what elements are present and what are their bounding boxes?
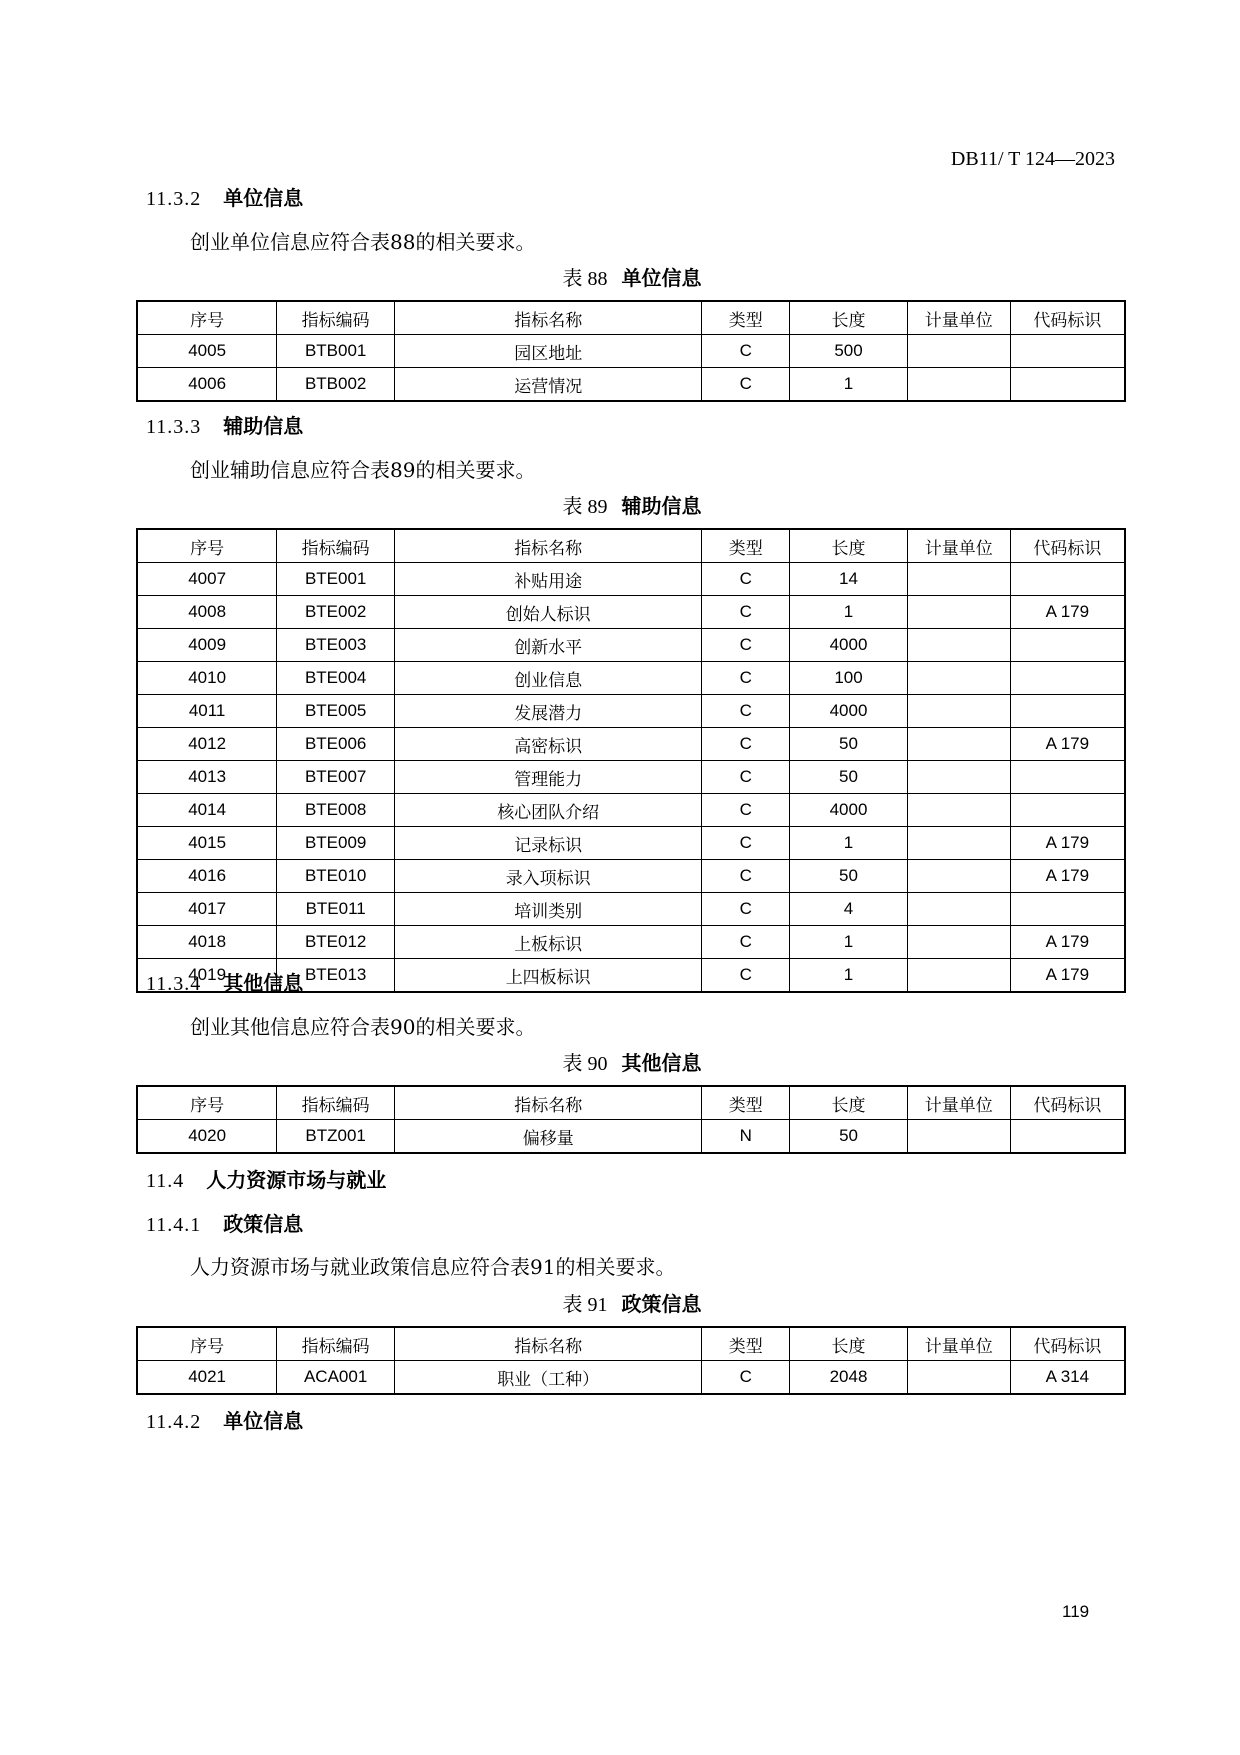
section-number: 11.3.3 bbox=[146, 416, 202, 438]
section-title: 人力资源市场与就业 bbox=[206, 1168, 387, 1192]
column-header-seq: 序号 bbox=[137, 1327, 277, 1361]
section-number: 11.3.2 bbox=[146, 188, 202, 210]
cell-type: C bbox=[702, 368, 790, 402]
cell-name: 录入项标识 bbox=[395, 860, 702, 893]
cell-code-id bbox=[1010, 335, 1125, 368]
cell-seq: 4009 bbox=[137, 629, 277, 662]
cell-code-id bbox=[1010, 761, 1125, 794]
column-header-seq: 序号 bbox=[137, 529, 277, 563]
cell-unit bbox=[907, 629, 1010, 662]
cell-name: 创始人标识 bbox=[395, 596, 702, 629]
cell-name: 运营情况 bbox=[395, 368, 702, 402]
cell-name: 上四板标识 bbox=[395, 959, 702, 993]
cell-code: BTE013 bbox=[277, 959, 395, 993]
table-header-row bbox=[137, 301, 1125, 335]
table-row bbox=[137, 893, 1125, 926]
cell-seq: 4008 bbox=[137, 596, 277, 629]
cell-unit bbox=[907, 1361, 1010, 1395]
cell-length: 4000 bbox=[790, 794, 908, 827]
table-caption-91: 表 91 政策信息 bbox=[562, 1292, 702, 1316]
cell-name: 培训类别 bbox=[395, 893, 702, 926]
cell-code: BTE004 bbox=[277, 662, 395, 695]
cell-seq: 4021 bbox=[137, 1361, 277, 1395]
cell-type: C bbox=[702, 761, 790, 794]
table-88 bbox=[136, 300, 1126, 402]
cell-code-id: A 179 bbox=[1010, 926, 1125, 959]
table-row bbox=[137, 1361, 1125, 1395]
cell-length: 4 bbox=[790, 893, 908, 926]
cell-code: BTE010 bbox=[277, 860, 395, 893]
table-header-row bbox=[137, 1327, 1125, 1361]
cell-name: 核心团队介绍 bbox=[395, 794, 702, 827]
table-row bbox=[137, 794, 1125, 827]
cell-code-id: A 179 bbox=[1010, 860, 1125, 893]
section-number: 11.4.2 bbox=[146, 1411, 202, 1433]
cell-code-id: A 179 bbox=[1010, 827, 1125, 860]
section-heading-11-3-4 bbox=[146, 967, 303, 996]
cell-length: 14 bbox=[790, 563, 908, 596]
cell-type: C bbox=[702, 728, 790, 761]
cell-unit bbox=[907, 827, 1010, 860]
cell-length: 4000 bbox=[790, 629, 908, 662]
section-title: 单位信息 bbox=[223, 1409, 304, 1433]
column-header-type: 类型 bbox=[702, 529, 790, 563]
column-header-length: 长度 bbox=[790, 1327, 908, 1361]
cell-code: BTE011 bbox=[277, 893, 395, 926]
cell-code: BTZ001 bbox=[277, 1120, 395, 1154]
cell-unit bbox=[907, 959, 1010, 993]
column-header-code: 指标编码 bbox=[277, 529, 395, 563]
cell-code-id bbox=[1010, 563, 1125, 596]
column-header-name: 指标名称 bbox=[395, 1327, 702, 1361]
table-header-row bbox=[137, 529, 1125, 563]
column-header-unit: 计量单位 bbox=[907, 301, 1010, 335]
cell-length: 1 bbox=[790, 827, 908, 860]
table-89 bbox=[136, 528, 1126, 993]
cell-type: C bbox=[702, 926, 790, 959]
paragraph-11-4-1: 人力资源市场与就业政策信息应符合表91的相关要求。 bbox=[190, 1255, 676, 1279]
cell-unit bbox=[907, 893, 1010, 926]
cell-seq: 4016 bbox=[137, 860, 277, 893]
cell-name: 记录标识 bbox=[395, 827, 702, 860]
table-caption-90: 表 90 其他信息 bbox=[562, 1051, 702, 1075]
section-number: 11.4.1 bbox=[146, 1214, 202, 1236]
cell-type: C bbox=[702, 596, 790, 629]
table-caption-89: 表 89 辅助信息 bbox=[562, 494, 702, 518]
cell-code-id: A 179 bbox=[1010, 596, 1125, 629]
column-header-type: 类型 bbox=[702, 1086, 790, 1120]
cell-code: ACA001 bbox=[277, 1361, 395, 1395]
cell-code-id bbox=[1010, 794, 1125, 827]
cell-seq: 4019 bbox=[137, 959, 277, 993]
table-header-row bbox=[137, 1086, 1125, 1120]
document-code: DB11/ T 124—2023 bbox=[950, 148, 1115, 170]
cell-code-id bbox=[1010, 629, 1125, 662]
cell-length: 500 bbox=[790, 335, 908, 368]
cell-code: BTE006 bbox=[277, 728, 395, 761]
cell-code-id bbox=[1010, 1120, 1125, 1154]
table-row bbox=[137, 368, 1125, 402]
cell-unit bbox=[907, 728, 1010, 761]
cell-name: 上板标识 bbox=[395, 926, 702, 959]
table-row bbox=[137, 926, 1125, 959]
cell-length: 1 bbox=[790, 959, 908, 993]
table-90 bbox=[136, 1085, 1126, 1154]
cell-unit bbox=[907, 563, 1010, 596]
table-row bbox=[137, 629, 1125, 662]
cell-name: 职业（工种） bbox=[395, 1361, 702, 1395]
cell-type: N bbox=[702, 1120, 790, 1154]
cell-code: BTE008 bbox=[277, 794, 395, 827]
table-row bbox=[137, 860, 1125, 893]
cell-code-id bbox=[1010, 662, 1125, 695]
column-header-code: 指标编码 bbox=[277, 1327, 395, 1361]
column-header-unit: 计量单位 bbox=[907, 1086, 1010, 1120]
cell-type: C bbox=[702, 695, 790, 728]
paragraph-11-3-2: 创业单位信息应符合表88的相关要求。 bbox=[190, 230, 536, 254]
column-header-name: 指标名称 bbox=[395, 529, 702, 563]
cell-name: 创新水平 bbox=[395, 629, 702, 662]
column-header-code-id: 代码标识 bbox=[1010, 1327, 1125, 1361]
table-row bbox=[137, 335, 1125, 368]
cell-length: 50 bbox=[790, 1120, 908, 1154]
cell-type: C bbox=[702, 959, 790, 993]
cell-code: BTE001 bbox=[277, 563, 395, 596]
column-header-seq: 序号 bbox=[137, 301, 277, 335]
cell-seq: 4007 bbox=[137, 563, 277, 596]
column-header-length: 长度 bbox=[790, 301, 908, 335]
section-title: 辅助信息 bbox=[223, 414, 304, 438]
table-row bbox=[137, 728, 1125, 761]
cell-name: 发展潜力 bbox=[395, 695, 702, 728]
cell-name: 高密标识 bbox=[395, 728, 702, 761]
cell-unit bbox=[907, 662, 1010, 695]
cell-length: 100 bbox=[790, 662, 908, 695]
column-header-code: 指标编码 bbox=[277, 1086, 395, 1120]
table-row bbox=[137, 662, 1125, 695]
cell-code-id: A 179 bbox=[1010, 959, 1125, 993]
cell-code-id: A 179 bbox=[1010, 728, 1125, 761]
column-header-length: 长度 bbox=[790, 1086, 908, 1120]
cell-seq: 4010 bbox=[137, 662, 277, 695]
cell-unit bbox=[907, 335, 1010, 368]
column-header-length: 长度 bbox=[790, 529, 908, 563]
cell-code: BTE009 bbox=[277, 827, 395, 860]
cell-code-id bbox=[1010, 368, 1125, 402]
cell-seq: 4020 bbox=[137, 1120, 277, 1154]
section-number: 11.4 bbox=[146, 1170, 185, 1192]
table-caption-88: 表 88 单位信息 bbox=[562, 266, 702, 290]
cell-length: 1 bbox=[790, 368, 908, 402]
cell-length: 50 bbox=[790, 728, 908, 761]
cell-seq: 4005 bbox=[137, 335, 277, 368]
cell-unit bbox=[907, 926, 1010, 959]
cell-unit bbox=[907, 368, 1010, 402]
column-header-unit: 计量单位 bbox=[907, 1327, 1010, 1361]
cell-length: 1 bbox=[790, 596, 908, 629]
cell-name: 园区地址 bbox=[395, 335, 702, 368]
table-row bbox=[137, 596, 1125, 629]
table-row bbox=[137, 563, 1125, 596]
cell-name: 创业信息 bbox=[395, 662, 702, 695]
cell-unit bbox=[907, 761, 1010, 794]
cell-seq: 4015 bbox=[137, 827, 277, 860]
cell-unit bbox=[907, 695, 1010, 728]
cell-type: C bbox=[702, 662, 790, 695]
cell-type: C bbox=[702, 827, 790, 860]
column-header-type: 类型 bbox=[702, 301, 790, 335]
cell-type: C bbox=[702, 860, 790, 893]
cell-code-id bbox=[1010, 893, 1125, 926]
cell-type: C bbox=[702, 629, 790, 662]
cell-name: 补贴用途 bbox=[395, 563, 702, 596]
cell-seq: 4011 bbox=[137, 695, 277, 728]
column-header-type: 类型 bbox=[702, 1327, 790, 1361]
cell-code: BTE007 bbox=[277, 761, 395, 794]
cell-type: C bbox=[702, 335, 790, 368]
cell-code: BTE012 bbox=[277, 926, 395, 959]
cell-type: C bbox=[702, 893, 790, 926]
cell-unit bbox=[907, 1120, 1010, 1154]
section-title: 其他信息 bbox=[223, 971, 304, 995]
page-number: 119 bbox=[1062, 1602, 1090, 1621]
table-row bbox=[137, 761, 1125, 794]
table-row bbox=[137, 827, 1125, 860]
table-row bbox=[137, 695, 1125, 728]
cell-seq: 4013 bbox=[137, 761, 277, 794]
column-header-name: 指标名称 bbox=[395, 301, 702, 335]
cell-code-id bbox=[1010, 695, 1125, 728]
column-header-code: 指标编码 bbox=[277, 301, 395, 335]
cell-seq: 4018 bbox=[137, 926, 277, 959]
section-title: 政策信息 bbox=[223, 1212, 304, 1236]
cell-unit bbox=[907, 596, 1010, 629]
paragraph-11-3-3: 创业辅助信息应符合表89的相关要求。 bbox=[190, 458, 536, 482]
column-header-unit: 计量单位 bbox=[907, 529, 1010, 563]
column-header-code-id: 代码标识 bbox=[1010, 1086, 1125, 1120]
cell-seq: 4006 bbox=[137, 368, 277, 402]
cell-code: BTE002 bbox=[277, 596, 395, 629]
cell-code: BTB002 bbox=[277, 368, 395, 402]
cell-seq: 4014 bbox=[137, 794, 277, 827]
cell-code: BTE003 bbox=[277, 629, 395, 662]
cell-name: 管理能力 bbox=[395, 761, 702, 794]
section-heading-11-3-2 bbox=[146, 182, 303, 211]
cell-unit bbox=[907, 794, 1010, 827]
section-number: 11.3.4 bbox=[146, 973, 202, 995]
section-title: 单位信息 bbox=[223, 186, 304, 210]
cell-seq: 4017 bbox=[137, 893, 277, 926]
cell-length: 50 bbox=[790, 761, 908, 794]
section-heading-11-4 bbox=[146, 1164, 386, 1193]
cell-type: C bbox=[702, 1361, 790, 1395]
section-heading-11-3-3 bbox=[146, 410, 303, 439]
column-header-code-id: 代码标识 bbox=[1010, 529, 1125, 563]
cell-unit bbox=[907, 860, 1010, 893]
column-header-seq: 序号 bbox=[137, 1086, 277, 1120]
section-heading-11-4-1 bbox=[146, 1208, 303, 1237]
cell-code: BTE005 bbox=[277, 695, 395, 728]
cell-length: 4000 bbox=[790, 695, 908, 728]
cell-code: BTB001 bbox=[277, 335, 395, 368]
cell-seq: 4012 bbox=[137, 728, 277, 761]
cell-type: C bbox=[702, 563, 790, 596]
paragraph-11-3-4: 创业其他信息应符合表90的相关要求。 bbox=[190, 1015, 536, 1039]
column-header-code-id: 代码标识 bbox=[1010, 301, 1125, 335]
cell-name: 偏移量 bbox=[395, 1120, 702, 1154]
table-row bbox=[137, 1120, 1125, 1154]
column-header-name: 指标名称 bbox=[395, 1086, 702, 1120]
table-91 bbox=[136, 1326, 1126, 1395]
cell-length: 50 bbox=[790, 860, 908, 893]
cell-length: 1 bbox=[790, 926, 908, 959]
cell-length: 2048 bbox=[790, 1361, 908, 1395]
cell-type: C bbox=[702, 794, 790, 827]
cell-code-id: A 314 bbox=[1010, 1361, 1125, 1395]
section-heading-11-4-2 bbox=[146, 1405, 303, 1434]
